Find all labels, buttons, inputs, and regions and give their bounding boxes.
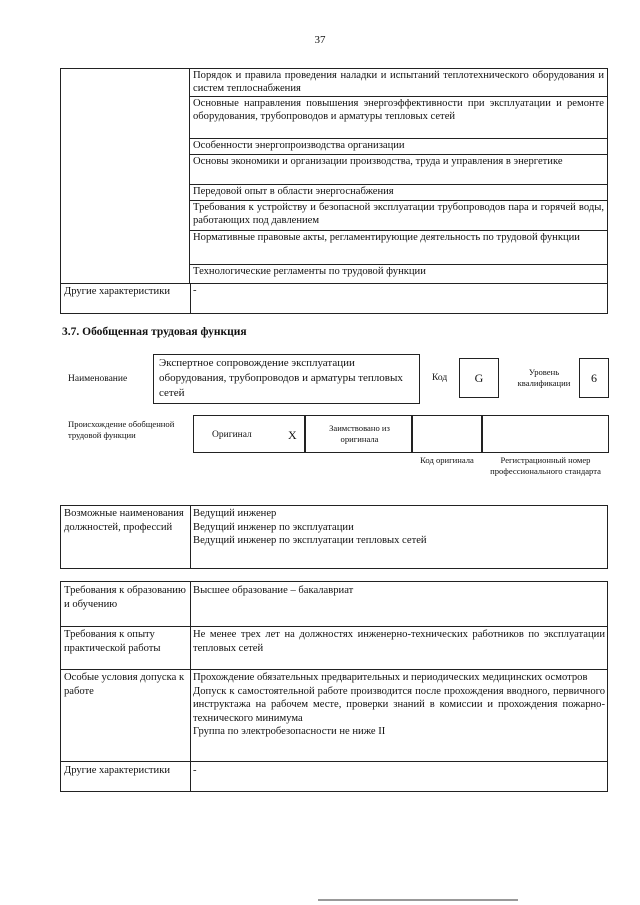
knowledge-item: Основы экономики и организации производства, труда и управления в энергетике: [190, 155, 607, 185]
original-label: Оригинал: [212, 430, 252, 440]
other-value: -: [193, 765, 197, 776]
name-value: Экспертное сопровождение эксплуатации оборудования, трубопроводов и арматуры тепловых сетей: [159, 357, 403, 399]
requirements-table: [60, 581, 608, 792]
positions-label: Возможные наименования должностей, профессий: [64, 508, 184, 533]
positions-values: [193, 507, 605, 548]
education-label: Требования к образованию и обучению: [64, 585, 186, 610]
footer-line: [318, 899, 518, 901]
knowledge-table: [60, 68, 608, 314]
experience-value: Не менее трех лет на должностях инженерно-технических работников по эксплуатации тепловых сетей: [193, 629, 605, 654]
original-box: [193, 415, 305, 453]
knowledge-item: Технологические регламенты по трудовой функции: [193, 266, 426, 277]
knowledge-item: Нормативные правовые акты, регламентирующие деятельность по трудовой функции: [190, 231, 607, 265]
admission-label: Особые условия допуска к работе: [64, 672, 185, 697]
borrowed-label: Заимствовано из оригинала: [329, 423, 390, 444]
section-title: 3.7. Обобщенная трудовая функция: [62, 326, 247, 338]
admission-item: Прохождение обязательных предварительных и периодических медицинских осмотров: [193, 672, 588, 683]
level-value-box: [579, 358, 609, 398]
origin-code-caption: Код оригинала: [420, 455, 474, 465]
knowledge-item: Основные направления повышения энергоэффективности при эксплуатации и ремонте оборудования, трубопроводов и арматуры тепловых сетей: [190, 97, 607, 139]
position-item: Ведущий инженер: [193, 508, 277, 519]
education-value: Высшее образование – бакалавриат: [193, 585, 354, 596]
code-label: Код: [432, 373, 448, 383]
positions-table: [60, 505, 608, 569]
experience-label: Требования к опыту практической работы: [64, 629, 161, 654]
admission-item: Группа по электробезопасности не ниже II: [193, 726, 386, 737]
knowledge-item: Порядок и правила проведения наладки и испытаний теплотехнического оборудования и систем теплоснабжения: [190, 69, 607, 97]
code-value-box: [459, 358, 499, 398]
name-label: Наименование: [68, 374, 128, 384]
position-item: Ведущий инженер по эксплуатации тепловых сетей: [193, 535, 427, 546]
knowledge-label-cell: [61, 69, 190, 283]
position-item: Ведущий инженер по эксплуатации: [193, 521, 354, 533]
other-characteristics-label: Другие характеристики: [64, 286, 171, 297]
name-value-box: [153, 354, 420, 404]
other-label: Другие характеристики: [64, 765, 171, 776]
origin-code-box: [412, 415, 482, 453]
reg-number-box: [482, 415, 609, 453]
reg-number-caption: Регистрационный номер профессионального стандарта: [490, 455, 601, 476]
admission-values: [193, 671, 605, 739]
level-label: Уровень квалификации: [517, 367, 571, 388]
other-characteristics-row: [61, 283, 607, 313]
origin-label: Происхождение обобщенной трудовой функции: [68, 419, 175, 440]
page-number: 37: [314, 34, 326, 46]
code-value: G: [474, 371, 484, 385]
level-value: 6: [591, 371, 597, 385]
original-mark: X: [288, 428, 297, 442]
borrowed-box: [305, 415, 412, 453]
knowledge-item: Особенности энергопроизводства организации: [190, 139, 607, 155]
knowledge-item: Передовой опыт в области энергоснабжения: [190, 185, 607, 201]
knowledge-item: Требования к устройству и безопасной эксплуатации трубопроводов пара и горячей воды, работающих под давлением: [190, 201, 607, 231]
other-characteristics-value: -: [193, 285, 197, 296]
admission-item: Допуск к самостоятельной работе производится после прохождения вводного, первичного инструктажа на рабочем месте, проверки знаний в комиссии и прохождения пожарно-технического минимума: [193, 685, 605, 724]
